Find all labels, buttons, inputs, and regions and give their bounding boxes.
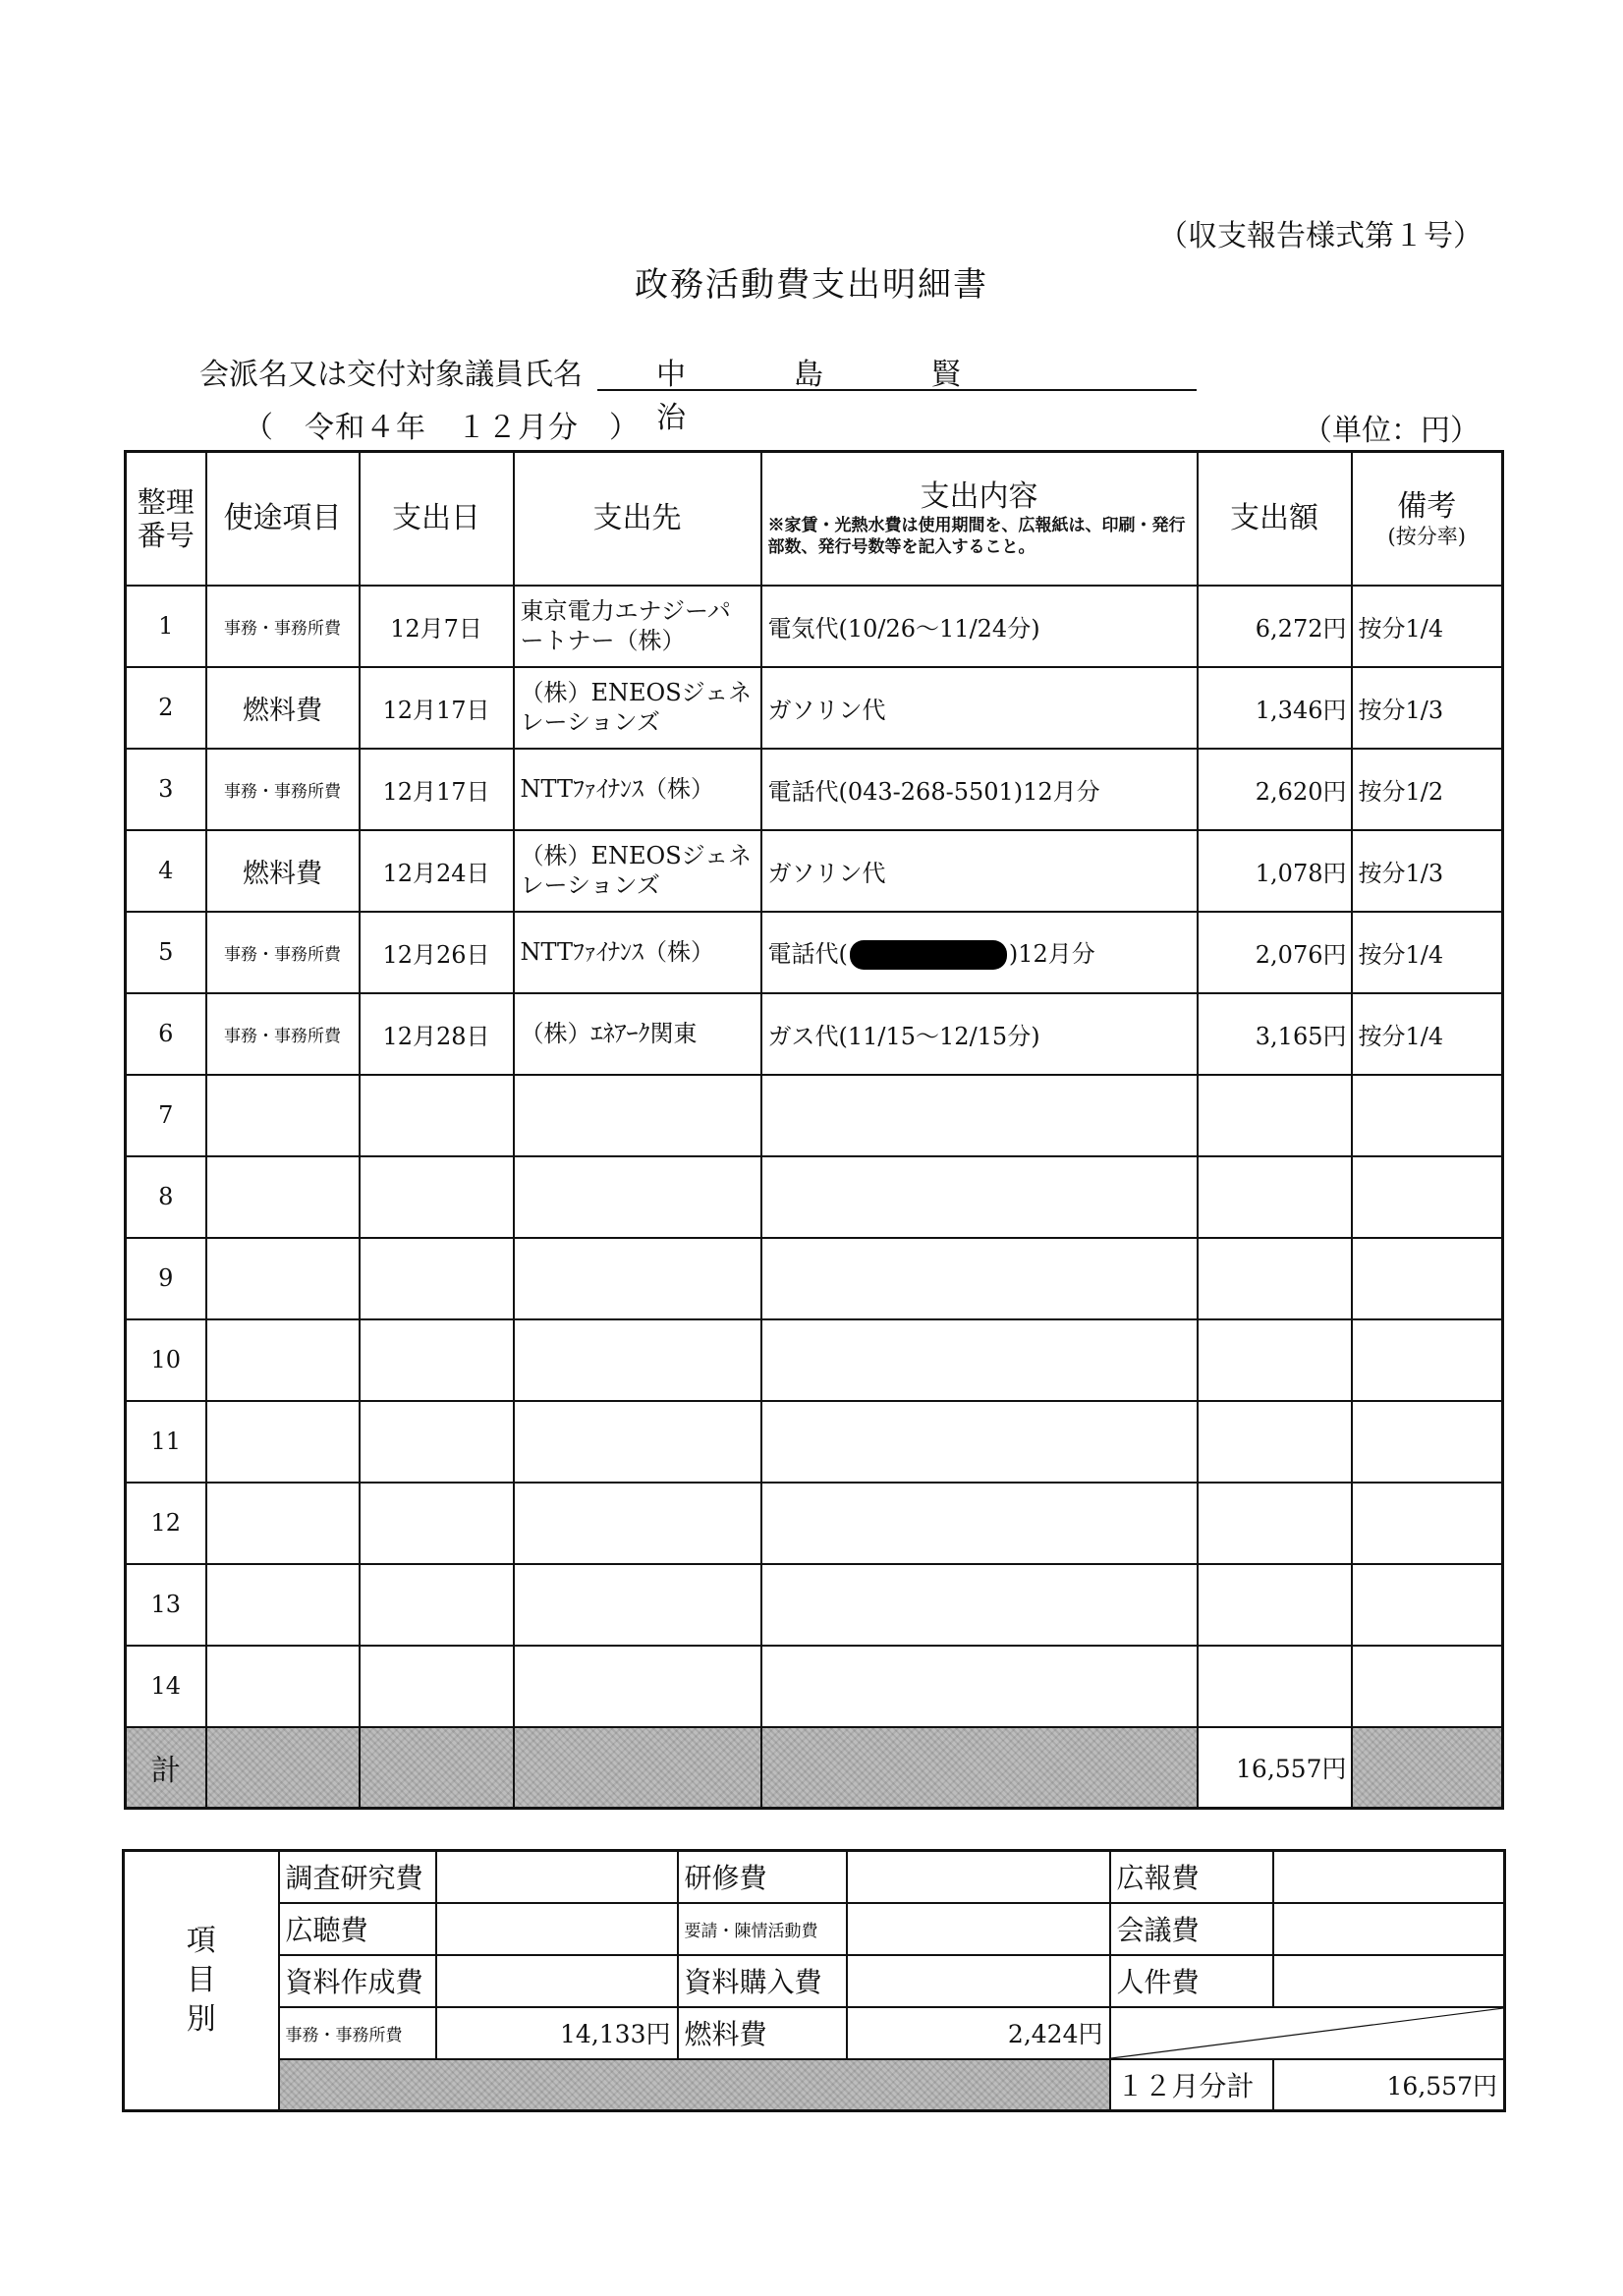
row-use [206,1319,360,1401]
row-payee [514,1483,761,1564]
row-amount [1198,1564,1352,1646]
form-number: （収支報告様式第１号） [1158,219,1483,253]
row-payee [514,1319,761,1401]
row-amount: 3,165円 [1198,993,1352,1075]
header-note-title: 備考 [1397,488,1457,524]
category-side-label [124,1851,279,2111]
expense-table [124,450,1504,1810]
category-label: 資料作成費 [279,1955,436,2007]
category-row [124,1851,1505,1903]
category-label: 会議費 [1110,1903,1273,1955]
row-date [360,1401,514,1483]
row-number: 8 [126,1156,206,1238]
row-amount [1198,1075,1352,1156]
unit-label: （単位：円） [1303,414,1480,448]
row-note [1352,1646,1503,1727]
month-total-label: １２月分計 [1110,2059,1273,2111]
header-note [1352,452,1503,586]
row-note: 按分1/3 [1352,830,1503,912]
category-value [1273,1851,1505,1903]
header-note-sub: (按分率) [1387,524,1466,548]
row-number: 14 [126,1646,206,1727]
category-label-fuel: 燃料費 [678,2007,847,2059]
row-date [360,1483,514,1564]
category-value [1273,1955,1505,2007]
category-label: 人件費 [1110,1955,1273,2007]
row-payee: NTTﾌｧｲﾅﾝｽ（株） [514,912,761,993]
row-date [360,1238,514,1319]
row-content [761,1483,1198,1564]
category-value-fuel: 2,424円 [847,2007,1110,2059]
row-use: 燃料費 [206,830,360,912]
row-number: 6 [126,993,206,1075]
table-row [126,1238,1503,1319]
table-row [126,1156,1503,1238]
row-amount [1198,1483,1352,1564]
total-amount: 16,557円 [1198,1727,1352,1809]
redaction-block [850,940,1007,970]
row-number: 1 [126,586,206,667]
table-row [126,1075,1503,1156]
row-payee [514,1564,761,1646]
row-payee: （株）ENEOSジェネレーションズ [514,830,761,912]
total-shade-cell [1352,1727,1503,1809]
total-shade-cell [206,1727,360,1809]
row-content [761,1238,1198,1319]
month-total-value: 16,557円 [1273,2059,1505,2111]
table-row [126,749,1503,830]
category-row [124,2007,1505,2059]
row-date [360,1075,514,1156]
row-content: 電気代(10/26～11/24分) [761,586,1198,667]
category-label: 広聴費 [279,1903,436,1955]
table-row [126,667,1503,749]
row-amount [1198,1401,1352,1483]
header-no: 整理番号 [126,452,206,586]
row-date [360,1319,514,1401]
row-number: 13 [126,1564,206,1646]
row-content [761,1319,1198,1401]
name-label: 会派名又は交付対象議員氏名 [199,358,583,392]
row-content [761,1156,1198,1238]
row-content: ガス代(11/15～12/15分) [761,993,1198,1075]
row-payee: 東京電力エナジーパートナー（株） [514,586,761,667]
row-use [206,1564,360,1646]
total-row [126,1727,1503,1809]
category-label: 資料購入費 [678,1955,847,2007]
category-label-office: 事務・事務所費 [279,2007,436,2059]
row-date: 12月26日 [360,912,514,993]
row-payee [514,1401,761,1483]
category-total-row [124,2059,1505,2111]
row-content [761,1401,1198,1483]
row-note [1352,1483,1503,1564]
category-value [847,1955,1110,2007]
row-payee: （株）ENEOSジェネレーションズ [514,667,761,749]
row-date [360,1646,514,1727]
row-date [360,1156,514,1238]
row-use [206,1238,360,1319]
row-content: ガソリン代 [761,667,1198,749]
category-value-office: 14,133円 [436,2007,678,2059]
document-title: 政務活動費支出明細書 [635,265,988,305]
row-note [1352,1075,1503,1156]
category-row [124,1903,1505,1955]
row-note [1352,1319,1503,1401]
diagonal-line [1111,2008,1504,2058]
row-payee: （株）ｴﾈｱｰｸ関東 [514,993,761,1075]
row-number: 12 [126,1483,206,1564]
header-payee: 支出先 [514,452,761,586]
total-shade-cell [360,1727,514,1809]
row-number: 7 [126,1075,206,1156]
table-row [126,1646,1503,1727]
row-content-prefix: 電話代( [767,939,848,968]
table-row [126,586,1503,667]
row-use: 事務・事務所費 [206,993,360,1075]
table-row [126,912,1503,993]
row-payee [514,1075,761,1156]
category-shade-cell [279,2059,1110,2111]
header-date: 支出日 [360,452,514,586]
row-amount: 6,272円 [1198,586,1352,667]
category-label: 調査研究費 [279,1851,436,1903]
table-row [126,1319,1503,1401]
row-note: 按分1/4 [1352,993,1503,1075]
header-content [761,452,1198,586]
row-content [761,912,1198,993]
row-note: 按分1/4 [1352,586,1503,667]
category-label: 研修費 [678,1851,847,1903]
total-label: 計 [126,1727,206,1809]
row-date: 12月28日 [360,993,514,1075]
row-amount [1198,1646,1352,1727]
row-note [1352,1564,1503,1646]
category-row [124,1955,1505,2007]
category-side-char: 目 [186,1963,216,1997]
row-amount [1198,1156,1352,1238]
total-shade-cell [514,1727,761,1809]
category-table [122,1849,1506,2112]
row-number: 10 [126,1319,206,1401]
row-use: 燃料費 [206,667,360,749]
table-row [126,830,1503,912]
category-value [436,1955,678,2007]
row-date: 12月17日 [360,749,514,830]
row-number: 5 [126,912,206,993]
header-content-title: 支出内容 [920,478,1038,514]
table-row [126,1564,1503,1646]
row-number: 4 [126,830,206,912]
row-content-suffix: )12月分 [1008,939,1095,968]
row-use [206,1156,360,1238]
period: （ 令和４年 １２月分 ） [244,411,640,445]
row-date [360,1564,514,1646]
table-row [126,993,1503,1075]
row-use [206,1483,360,1564]
row-amount [1198,1319,1352,1401]
row-amount: 2,076円 [1198,912,1352,993]
row-payee [514,1238,761,1319]
row-use: 事務・事務所費 [206,586,360,667]
row-amount: 1,346円 [1198,667,1352,749]
diagonal-blank-cell [1110,2007,1505,2059]
header-use: 使途項目 [206,452,360,586]
row-amount: 2,620円 [1198,749,1352,830]
row-note [1352,1238,1503,1319]
row-note [1352,1401,1503,1483]
member-name: 中島賢治 [597,350,1197,391]
category-value [847,1903,1110,1955]
category-value [436,1903,678,1955]
row-payee [514,1646,761,1727]
row-note: 按分1/2 [1352,749,1503,830]
row-content [761,1075,1198,1156]
category-label: 要請・陳情活動費 [678,1903,847,1955]
row-number: 3 [126,749,206,830]
category-value [436,1851,678,1903]
header-amount: 支出額 [1198,452,1352,586]
row-amount [1198,1238,1352,1319]
row-content: ガソリン代 [761,830,1198,912]
row-payee [514,1156,761,1238]
row-date: 12月7日 [360,586,514,667]
header-content-note: ※家賃・光熱水費は使用期間を、広報紙は、印刷・発行部数、発行号数等を記入すること。 [767,515,1186,557]
row-date: 12月24日 [360,830,514,912]
row-content: 電話代(043-268-5501)12月分 [761,749,1198,830]
row-content [761,1564,1198,1646]
row-number: 11 [126,1401,206,1483]
category-side-char: 別 [186,2002,216,2037]
row-number: 2 [126,667,206,749]
category-side-char: 項 [186,1924,216,1958]
table-header-row [126,452,1503,586]
row-date: 12月17日 [360,667,514,749]
category-value [847,1851,1110,1903]
row-use: 事務・事務所費 [206,912,360,993]
row-use [206,1075,360,1156]
row-payee: NTTﾌｧｲﾅﾝｽ（株） [514,749,761,830]
row-note: 按分1/4 [1352,912,1503,993]
category-value [1273,1903,1505,1955]
row-number: 9 [126,1238,206,1319]
row-use [206,1646,360,1727]
table-row [126,1483,1503,1564]
row-amount: 1,078円 [1198,830,1352,912]
row-content [761,1646,1198,1727]
row-note: 按分1/3 [1352,667,1503,749]
row-use [206,1401,360,1483]
table-row [126,1401,1503,1483]
row-note [1352,1156,1503,1238]
row-use: 事務・事務所費 [206,749,360,830]
category-label: 広報費 [1110,1851,1273,1903]
total-shade-cell [761,1727,1198,1809]
